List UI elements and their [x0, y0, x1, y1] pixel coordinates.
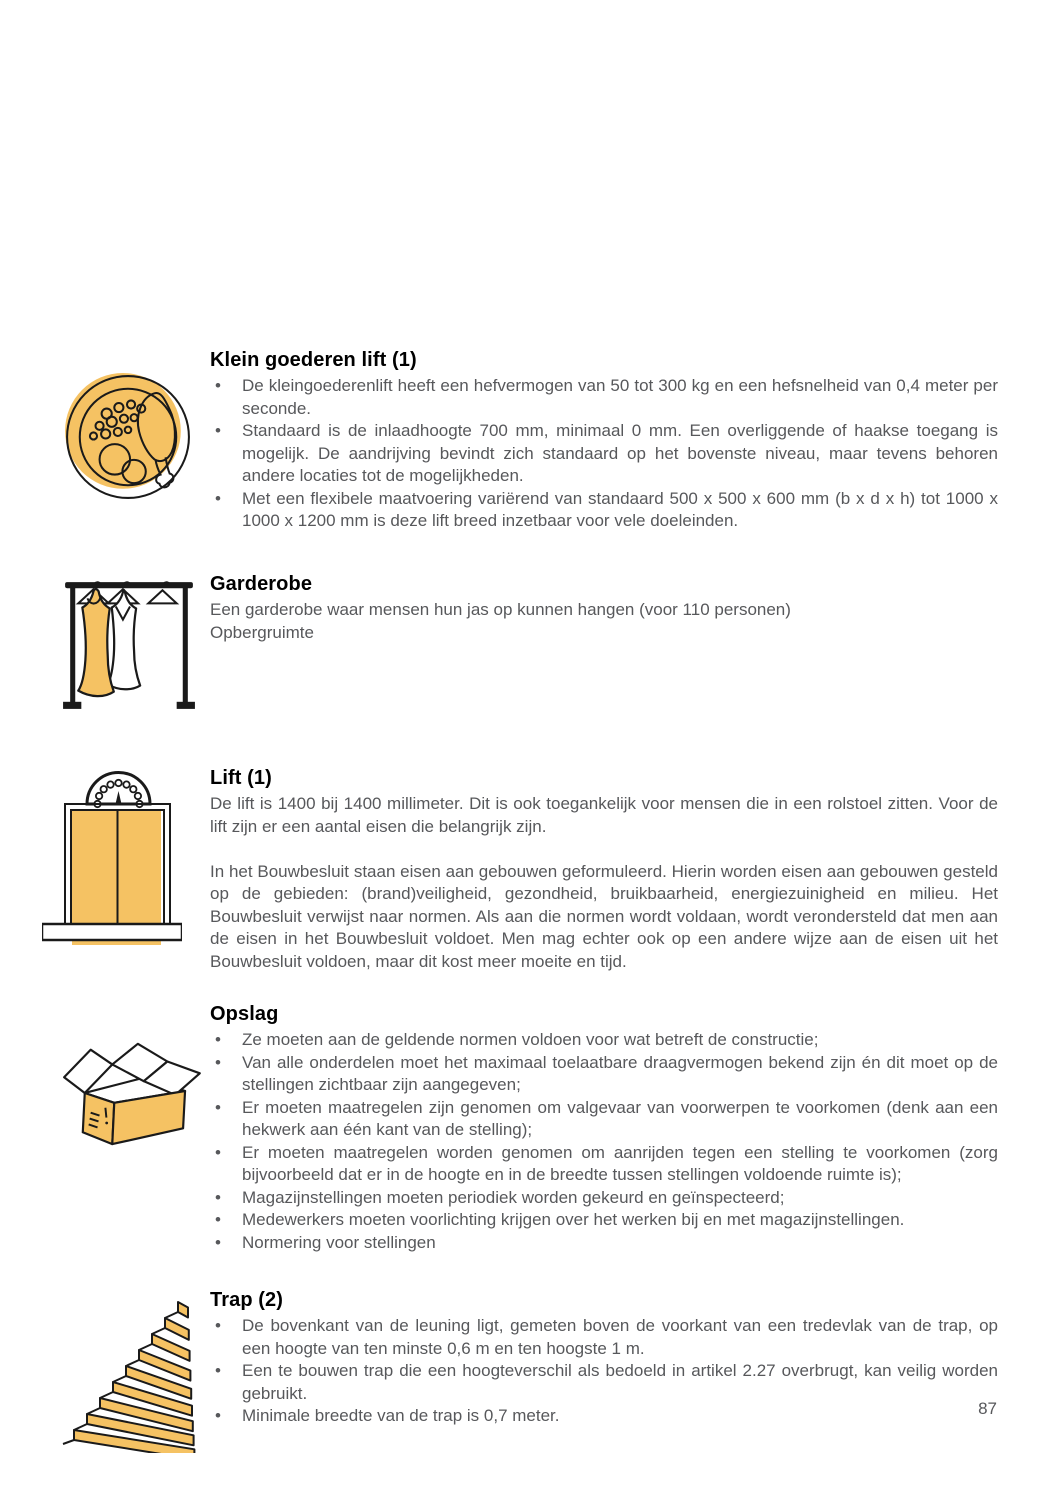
bullet-item: • Standaard is de inlaadhoogte 700 mm, minimaal 0 mm. Een overliggende of haakse toegang is mogelijk. De aandrijving bevindt zich standaard op het bovenste niveau, maar tevens behoren andere locaties tot de mogelijkheden. — [210, 420, 998, 488]
bullet-item: • Minimale breedte van de trap is 0,7 meter. — [210, 1405, 998, 1428]
section-title: Klein goederen lift (1) — [210, 349, 417, 371]
food-plate-icon — [62, 371, 194, 503]
section-garderobe — [210, 572, 998, 644]
bullet-item: • Ze moeten aan de geldende normen voldoen voor wat betreft de constructie; — [210, 1029, 998, 1052]
body-paragraph: In het Bouwbesluit staan eisen aan gebouwen geformuleerd. Hierin worden eisen aan gebouwen gesteld op de gebieden: (brand)veiligheid, gezondheid, bruikbaarheid, energiezuinigheid en milieu. Het Bouwbesluit verwijst naar normen. Als aan die normen wordt voldaan, wordt verondersteld dat men aan de eisen in het Bouwbesluit voldoet. Men mag echter ook op een andere wijze aan de eisen uit het Bouwbesluit voldoen, maar dit kost meer moeite en tijd. — [210, 861, 998, 971]
bullet-item: • Normering voor stellingen — [210, 1232, 998, 1255]
bullet-item: • Een te bouwen trap die een hoogteverschil als bedoeld in artikel 2.27 overbrugt, kan veilig worden gebruikt. — [210, 1360, 998, 1405]
page-number: 87 — [978, 1399, 997, 1418]
section-title: Opslag — [210, 1003, 279, 1025]
section-lift — [210, 766, 998, 973]
body-line: Opbergruimte — [210, 622, 314, 642]
bullet-list — [210, 1315, 998, 1428]
bullet-item: • Medewerkers moeten voorlichting krijgen over het werken bij en met magazijnstellingen. — [210, 1209, 998, 1232]
elevator-icon — [42, 763, 182, 946]
bullet-item: • Magazijnstellingen moeten periodiek worden gekeurd en geïnspecteerd; — [210, 1187, 998, 1210]
stairs-icon — [61, 1292, 198, 1453]
bullet-item: • De bovenkant van de leuning ligt, gemeten boven de voorkant van een tredevlak van de trap, op een hoogte van ten minste 0,6 m en ten hoogste 1 m. — [210, 1315, 998, 1360]
body-paragraph: De lift is 1400 bij 1400 millimeter. Dit is ook toegankelijk voor mensen die in een rolstoel zitten. Voor de lift zijn er een aantal eisen die belangrijk zijn. — [210, 794, 998, 836]
bullet-item: • Met een flexibele maatvoering variërend van standaard 500 x 500 x 600 mm (b x d x h) tot 1000 x 1000 x 1200 mm is deze lift breed inzetbaar voor vele doeleinden. — [210, 488, 998, 533]
section-title: Trap (2) — [210, 1289, 284, 1311]
bullet-list — [210, 375, 998, 533]
section-opslag — [210, 1002, 998, 1254]
clothes-rack-icon — [63, 574, 195, 716]
bullet-item: • Van alle onderdelen moet het maximaal toelaatbare draagvermogen bekend zijn én dit moet op de stellingen zichtbaar zijn aangegeven; — [210, 1052, 998, 1097]
bullet-item: • Er moeten maatregelen worden genomen om aanrijden tegen een stelling te voorkomen (zorg bijvoorbeeld dat er in de hoogte en in de breedte tussen stellingen voldoende ruimte is); — [210, 1142, 998, 1187]
bullet-list — [210, 1029, 998, 1254]
section-title: Lift (1) — [210, 767, 272, 789]
open-box-icon — [55, 1032, 203, 1150]
bullet-item: • Er moeten maatregelen zijn genomen om valgevaar van voorwerpen te voorkomen (denk aan een hekwerk aan één kant van de stelling); — [210, 1097, 998, 1142]
bullet-item: • De kleingoederenlift heeft een hefvermogen van 50 tot 300 kg en een hefsnelheid van 0,4 meter per seconde. — [210, 375, 998, 420]
section-klein-goederen-lift — [210, 348, 998, 533]
section-title: Garderobe — [210, 573, 313, 595]
section-trap — [210, 1288, 998, 1428]
body-line: Een garderobe waar mensen hun jas op kunnen hangen (voor 110 personen) — [210, 600, 791, 619]
